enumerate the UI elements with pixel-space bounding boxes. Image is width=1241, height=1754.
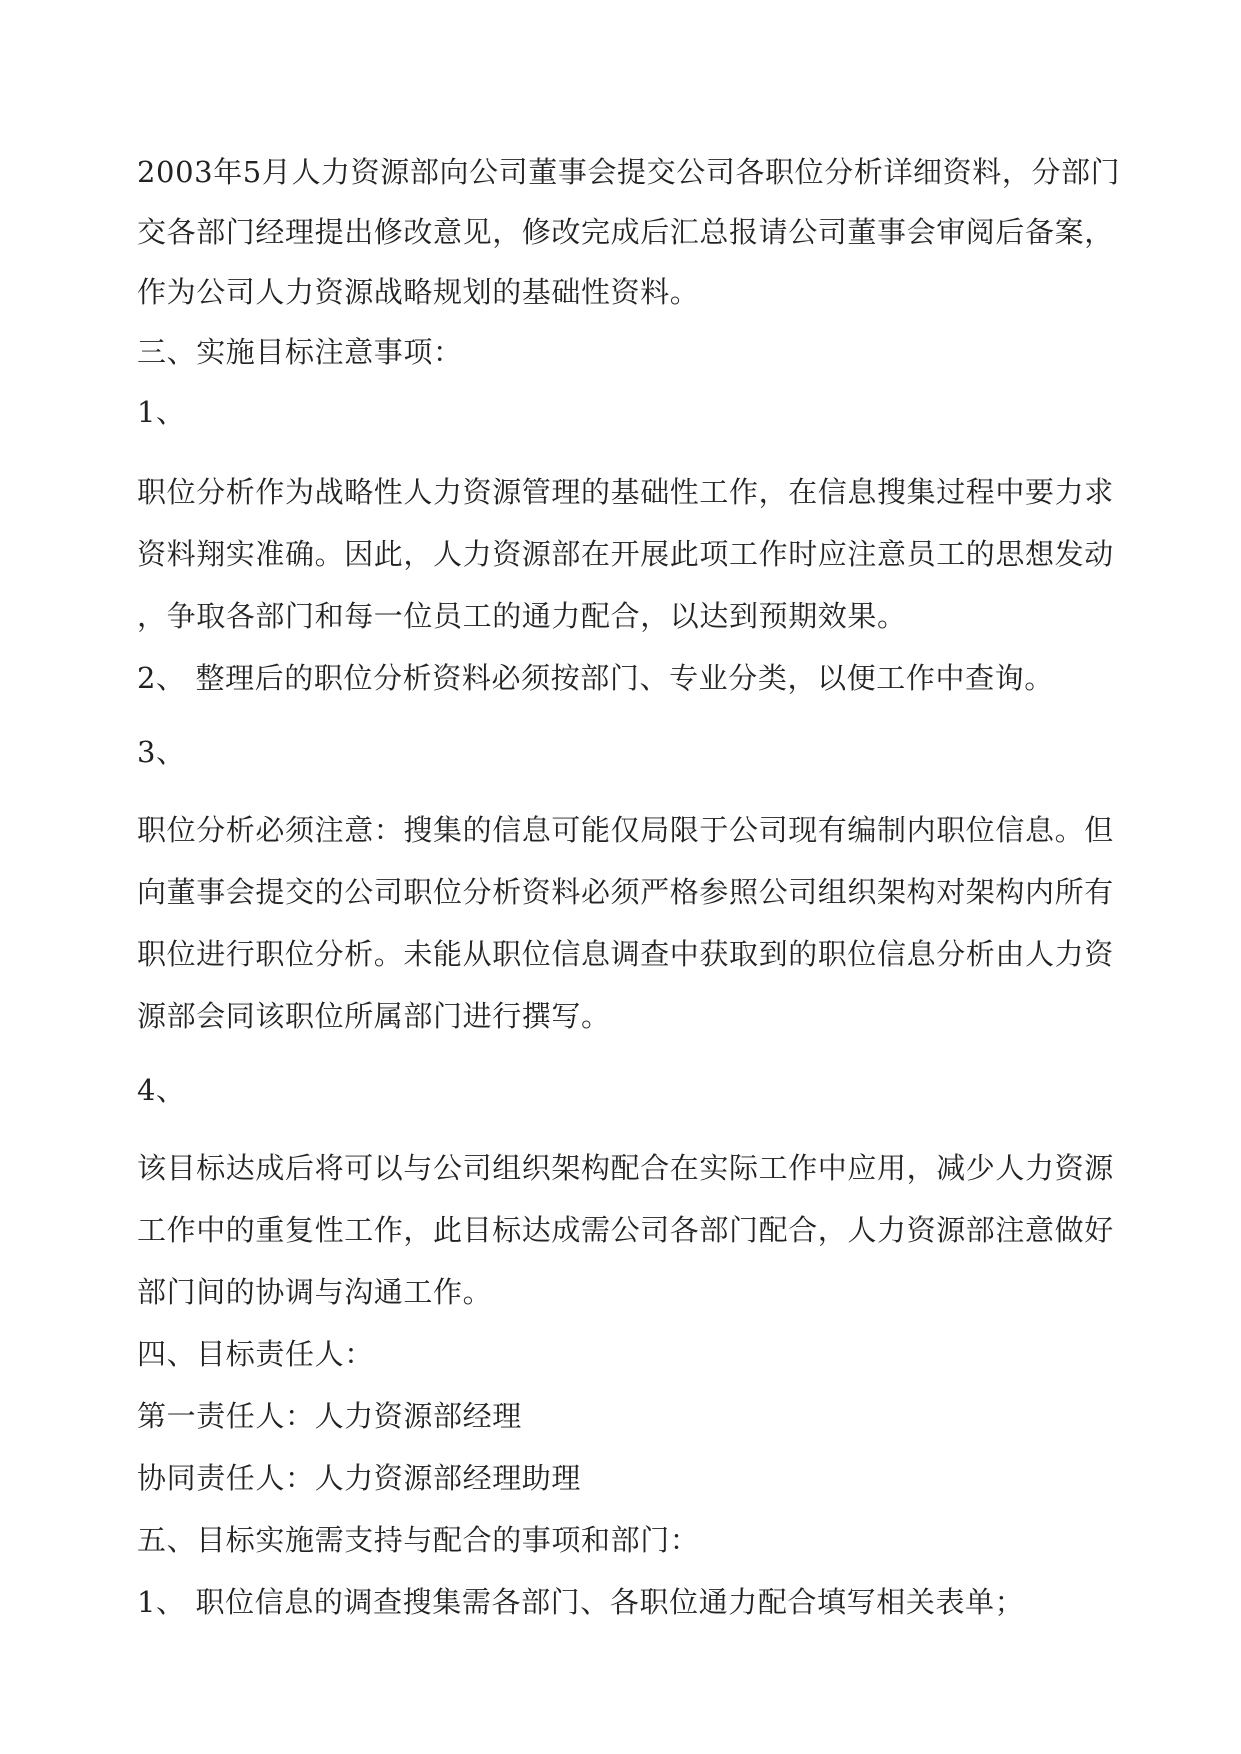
text-line: ，争取各部门和每一位员工的通力配合，以达到预期效果。 (137, 599, 907, 633)
text-line: 职位分析作为战略性人力资源管理的基础性工作，在信息搜集过程中要力求 (137, 475, 1114, 509)
list-item: 2、 整理后的职位分析资料必须按部门、专业分类，以便工作中查询。 (137, 661, 1054, 695)
text-line: 第一责任人：人力资源部经理 (137, 1399, 522, 1433)
text-line: 部门间的协调与沟通工作。 (137, 1275, 493, 1309)
text-line: 职位进行职位分析。未能从职位信息调查中获取到的职位信息分析由人力资 (137, 937, 1114, 971)
text-line: 2003年5月人力资源部向公司董事会提交公司各职位分析详细资料，分部门 (137, 155, 1121, 189)
section-heading: 四、目标责任人： (137, 1337, 374, 1371)
text-line: 职位分析必须注意：搜集的信息可能仅局限于公司现有编制内职位信息。但 (137, 813, 1114, 847)
text-line: 协同责任人：人力资源部经理助理 (137, 1461, 582, 1495)
text-line: 资料翔实准确。因此，人力资源部在开展此项工作时应注意员工的思想发动 (137, 537, 1114, 571)
text-line: 作为公司人力资源战略规划的基础性资料。 (137, 275, 700, 309)
text-line: 向董事会提交的公司职位分析资料必须严格参照公司组织架构对架构内所有 (137, 875, 1114, 909)
section-heading: 三、实施目标注意事项： (137, 335, 463, 369)
text-line: 工作中的重复性工作，此目标达成需公司各部门配合，人力资源部注意做好 (137, 1213, 1114, 1247)
list-item: 1、 职位信息的调查搜集需各部门、各职位通力配合填写相关表单； (137, 1585, 1025, 1619)
section-heading: 五、目标实施需支持与配合的事项和部门： (137, 1523, 700, 1557)
list-number: 3、 (137, 735, 186, 769)
text-line: 源部会同该职位所属部门进行撰写。 (137, 999, 611, 1033)
list-number: 4、 (137, 1073, 186, 1107)
text-line: 该目标达成后将可以与公司组织架构配合在实际工作中应用，减少人力资源 (137, 1151, 1114, 1185)
text-line: 交各部门经理提出修改意见，修改完成后汇总报请公司董事会审阅后备案， (137, 215, 1114, 249)
list-number: 1、 (137, 395, 186, 429)
